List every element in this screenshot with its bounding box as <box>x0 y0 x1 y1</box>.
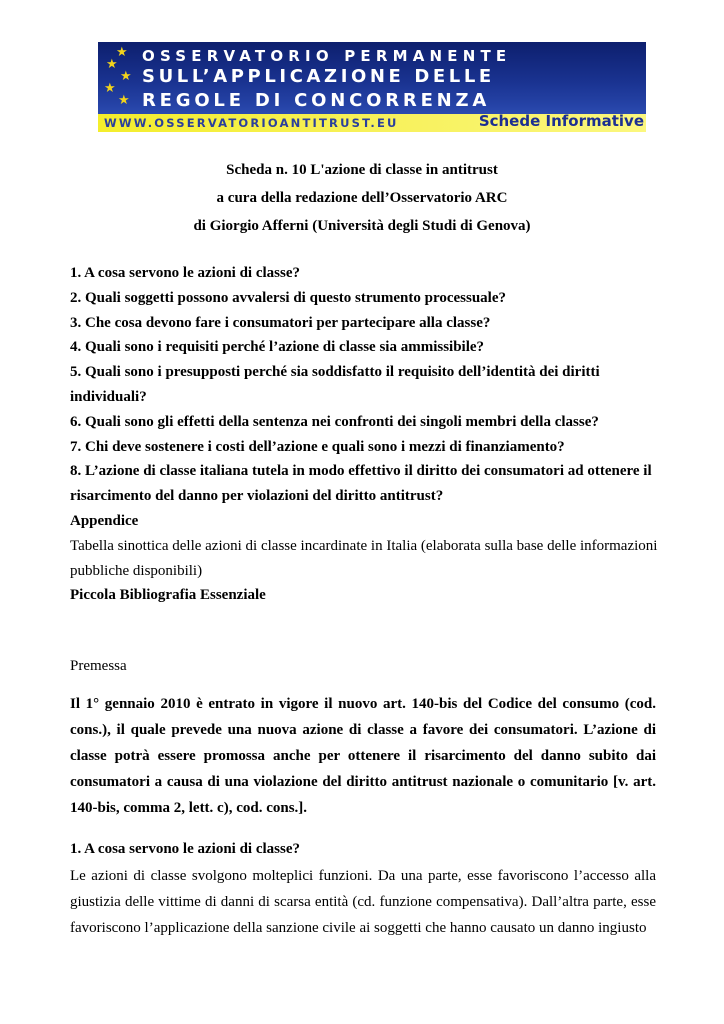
toc-item: 6. Quali sono gli effetti della sentenza nei confronti dei singoli membri della classe? <box>70 413 599 430</box>
toc-item: 4. Quali sono i requisiti perché l’azione di classe sia ammissibile? <box>70 339 485 356</box>
star-icon: ★ <box>120 69 132 84</box>
star-icon: ★ <box>106 57 118 72</box>
premessa-heading: Premessa <box>70 658 127 674</box>
banner-url: WWW.OSSERVATORIOANTITRUST.EU <box>104 116 399 130</box>
bibliography-title: Piccola Bibliografia Essenziale <box>70 587 266 604</box>
toc-item: 5. Quali sono i presupposti perché sia soddisfatto il requisito dell’identità dei diritti individuali? <box>70 364 600 405</box>
banner-label: Schede Informative <box>478 112 644 130</box>
eu-stars-logo <box>102 44 132 124</box>
doc-title: Scheda n. 10 L'azione di classe in antitrust <box>226 162 498 178</box>
section-1-heading: 1. A cosa servono le azioni di classe? <box>70 841 300 857</box>
star-icon: ★ <box>118 93 130 108</box>
toc-appendix: Appendice <box>70 512 139 529</box>
banner-line-3: REGOLE DI CONCORRENZA <box>142 90 491 111</box>
toc-item: 3. Che cosa devono fare i consumatori per partecipare alla classe? <box>70 314 491 331</box>
toc-item: 7. Chi deve sostenere i costi dell’azione e quali sono i mezzi di finanziamento? <box>70 438 565 455</box>
banner-line-1: OSSERVATORIO PERMANENTE <box>142 47 512 65</box>
doc-author: di Giorgio Afferni (Università degli Studi di Genova) <box>193 218 531 234</box>
toc-item: 8. L’azione di classe italiana tutela in modo effettivo il diritto dei consumatori ad ottenere il risarcimento del danno per violazioni del diritto antitrust? <box>70 463 652 505</box>
table-of-contents <box>70 261 660 608</box>
toc-item: 1. A cosa servono le azioni di classe? <box>70 265 300 281</box>
toc-item: 2. Quali soggetti possono avvalersi di questo strumento processuale? <box>70 289 506 306</box>
banner-line-2: SULL’APPLICAZIONE DELLE <box>142 66 495 87</box>
star-icon: ★ <box>116 45 128 60</box>
premessa-paragraph: Il 1° gennaio 2010 è entrato in vigore il nuovo art. 140-bis del Codice del consumo (cod. cons.), il quale prevede una nuova azione di classe a favore dei consumatori. L’azione di classe potrà essere promossa anche per ottenere il risarcimento del danno subito dai consumatori a causa di una violazione del diritto antitrust nazionale o comunitario [v. art. 140-bis, comma 2, lett. c), cod. cons.]. <box>70 696 656 816</box>
doc-subtitle: a cura della redazione dell’Osservatorio ARC <box>216 190 508 206</box>
section-1-paragraph: Le azioni di classe svolgono molteplici funzioni. Da una parte, esse favoriscono l’accesso alla giustizia delle vittime di danni di scarsa entità (cd. funzione compensativa). Dall’altra parte, esse favoriscono l’applicazione della sanzione civile ai soggetti che hanno causato un danno ingiusto <box>70 868 656 936</box>
appendix-text: Tabella sinottica delle azioni di classe incardinate in Italia (elaborata sulla base delle informazioni pubbliche disponibili) <box>70 537 658 579</box>
header-banner <box>98 42 646 132</box>
star-icon: ★ <box>104 81 116 96</box>
